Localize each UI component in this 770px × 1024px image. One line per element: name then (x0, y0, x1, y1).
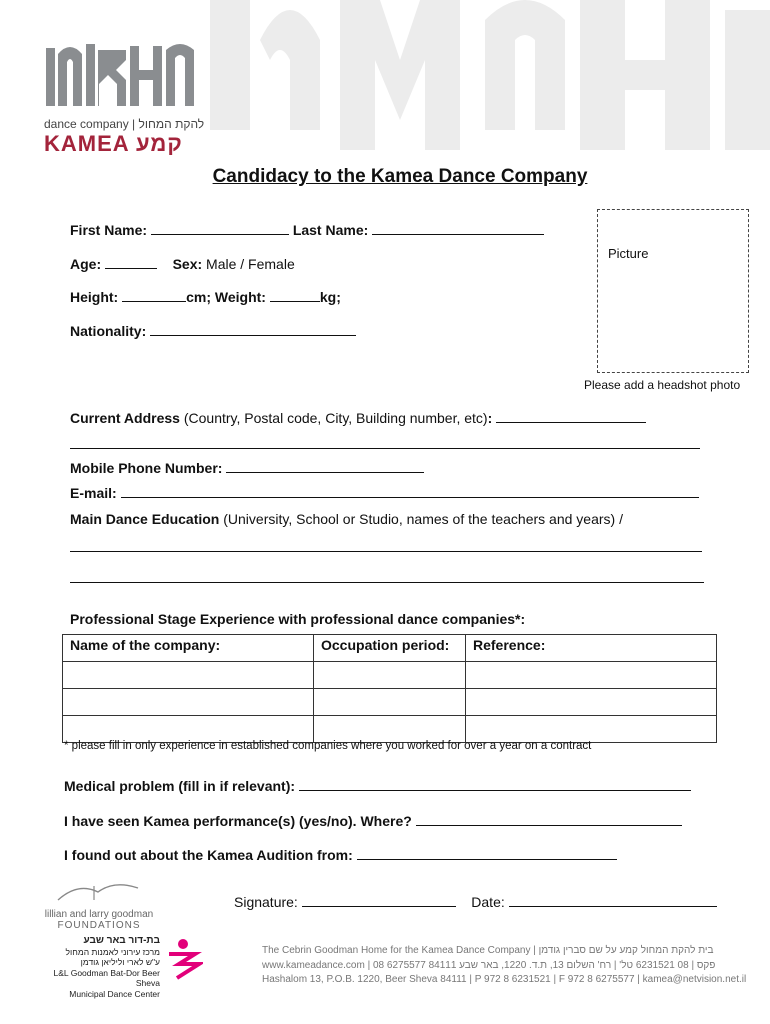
picture-note: Please add a headshot photo (584, 378, 741, 392)
date-field[interactable] (509, 895, 717, 907)
email-label: E-mail: (70, 485, 117, 501)
muni-he-3: ע"ש לארי וליליאן גודמן (80, 957, 160, 967)
experience-table (62, 634, 717, 743)
bird-icon (54, 882, 144, 904)
mobile-label: Mobile Phone Number: (70, 460, 223, 476)
table-row (63, 662, 717, 689)
table-cell[interactable] (314, 689, 466, 716)
date-label: Date: (471, 894, 505, 910)
address-label: Current Address (70, 410, 180, 426)
education-row (70, 511, 623, 527)
experience-heading: Professional Stage Experience with professional dance companies*: (70, 611, 526, 627)
dancer-logo-icon (163, 938, 203, 985)
foundation-sub: FOUNDATIONS (57, 920, 141, 931)
table-row (63, 689, 717, 716)
education-field-line-2[interactable] (70, 582, 704, 583)
table-cell[interactable] (314, 716, 466, 743)
kamea-logo-mark-icon (44, 42, 202, 110)
email-row (70, 485, 699, 501)
weight-field[interactable] (270, 290, 320, 302)
signature-label: Signature: (234, 894, 298, 910)
age-label: Age: (70, 256, 102, 272)
nationality-field[interactable] (150, 324, 356, 336)
logo-subtitle: dance company | להקת המחול (44, 117, 205, 131)
muni-en-1: L&L Goodman Bat-Dor Beer Sheva (53, 967, 160, 988)
sex-label: Sex: (172, 256, 203, 272)
table-header-period: Occupation period: (314, 635, 466, 662)
mobile-row (70, 460, 424, 476)
cm-weight-label: cm; Weight: (186, 289, 266, 305)
seen-field[interactable] (416, 814, 682, 826)
table-header-row (63, 635, 717, 662)
seen-row (64, 813, 682, 829)
medical-row (64, 778, 691, 794)
sex-options[interactable]: Male / Female (206, 256, 295, 272)
table-header-company: Name of the company: (63, 635, 314, 662)
page-title: Candidacy to the Kamea Dance Company (212, 166, 588, 187)
kamea-logo (44, 42, 214, 156)
watermark-logo (210, 0, 770, 150)
footer-line-2: www.kameadance.com | 08 6275577 פקס | 08 6231521 טל' | רח' השלום 13, ת.ד. 1220, באר שבע 84111 (262, 959, 716, 971)
table-cell[interactable] (466, 662, 717, 689)
footer-address (262, 944, 746, 988)
address-colon: : (487, 410, 493, 426)
height-field[interactable] (122, 290, 186, 302)
signature-row (234, 894, 717, 910)
last-name-label: Last Name: (292, 222, 369, 238)
height-label: Height: (70, 289, 119, 305)
signature-field[interactable] (302, 895, 456, 907)
last-name-field[interactable] (372, 223, 544, 235)
email-field[interactable] (121, 486, 699, 498)
name-row (70, 222, 544, 238)
photo-box[interactable] (597, 209, 749, 373)
muni-he-2: מרכז עירוני לאמנות המחול (65, 946, 160, 957)
medical-label: Medical problem (fill in if relevant): (64, 778, 296, 794)
logo-brand: KAMEA קמע (44, 131, 183, 156)
table-cell[interactable] (63, 689, 314, 716)
address-row (70, 410, 646, 426)
age-sex-row (70, 256, 295, 272)
medical-field[interactable] (299, 779, 691, 791)
kg-label: kg; (319, 289, 341, 305)
found-field[interactable] (357, 848, 617, 860)
footer-line-3: Hashalom 13, P.O.B. 1220, Beer Sheva 84111 | P 972 8 6231521 | F 972 8 6275577 | kamea@netvision.net.il (262, 974, 747, 985)
first-name-field[interactable] (151, 223, 289, 235)
footnote: * please fill in only experience in established companies where you worked for over a year on a contract (64, 740, 592, 752)
education-hint: (University, School or Studio, names of the teachers and years) / (223, 511, 623, 527)
nationality-row (70, 323, 356, 339)
table-row (63, 716, 717, 743)
table-cell[interactable] (63, 716, 314, 743)
mobile-field[interactable] (226, 461, 424, 473)
table-cell[interactable] (63, 662, 314, 689)
nationality-label: Nationality: (70, 323, 147, 339)
municipal-dance-center (40, 936, 160, 999)
age-field[interactable] (105, 257, 157, 269)
footer-line-1: The Cebrin Goodman Home for the Kamea Dance Company | בית להקת המחול קמע על שם סברין גודמן (262, 945, 714, 956)
foundation-name: lillian and larry goodman (44, 909, 154, 920)
table-cell[interactable] (466, 716, 717, 743)
muni-en-2: Municipal Dance Center (69, 988, 160, 999)
first-name-label: First Name: (70, 222, 148, 238)
seen-label: I have seen Kamea performance(s) (yes/no). Where? (64, 813, 412, 829)
address-hint: (Country, Postal code, City, Building number, etc) (183, 410, 488, 426)
address-field[interactable] (496, 411, 646, 423)
goodman-foundation-logo (34, 882, 164, 931)
height-weight-row (70, 289, 341, 305)
muni-he-1: בת-דור באר שבע (83, 935, 160, 946)
table-header-reference: Reference: (466, 635, 717, 662)
table-cell[interactable] (466, 689, 717, 716)
found-row (64, 847, 617, 863)
found-label: I found out about the Kamea Audition from: (64, 847, 353, 863)
address-field-line-2[interactable] (70, 448, 700, 449)
picture-label: Picture (608, 246, 649, 261)
education-field-line-1[interactable] (70, 551, 702, 552)
education-label: Main Dance Education (70, 511, 220, 527)
table-cell[interactable] (314, 662, 466, 689)
